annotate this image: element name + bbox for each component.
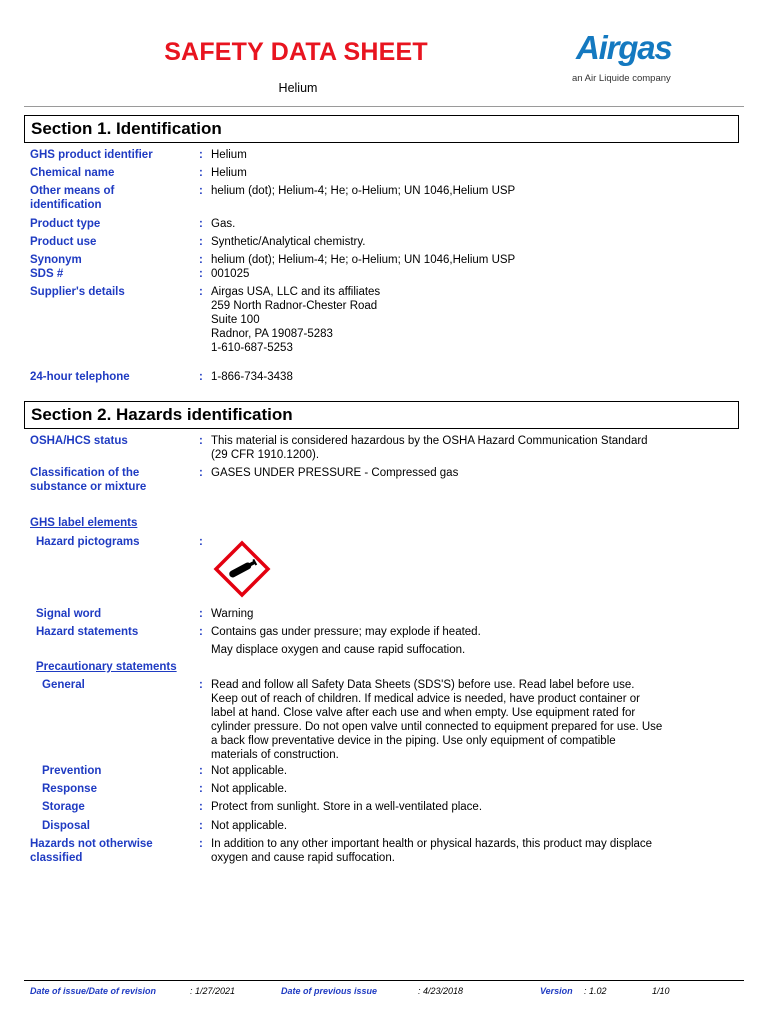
supplier-line: 1-610-687-5253 <box>211 342 293 354</box>
supplier-line: Suite 100 <box>211 314 260 326</box>
label-response: Response <box>42 783 97 795</box>
label-hazard-pictograms: Hazard pictograms <box>36 536 140 548</box>
document-title: SAFETY DATA SHEET <box>164 38 428 66</box>
footer-version-value: : 1.02 <box>584 986 607 996</box>
label-suppliers-details: Supplier's details <box>30 286 125 298</box>
header-divider <box>24 106 744 107</box>
value-response: Not applicable. <box>211 783 288 795</box>
colon: : <box>199 820 203 832</box>
colon: : <box>199 286 203 298</box>
hazard-statement: Contains gas under pressure; may explode if heated. <box>211 626 481 638</box>
label-24-hour-telephone: 24-hour telephone <box>30 371 130 383</box>
colon: : <box>199 167 203 179</box>
footer-previous-label: Date of previous issue <box>281 986 378 996</box>
value-chemical-name: Helium <box>211 167 247 179</box>
value-synonym: helium (dot); Helium-4; He; o-Helium; UN 1046,Helium USP <box>211 254 516 266</box>
value-other-means: helium (dot); Helium-4; He; o-Helium; UN 1046,Helium USP <box>211 185 516 197</box>
colon: : <box>199 236 203 248</box>
label-hazard-statements: Hazard statements <box>36 626 139 638</box>
label-product-use: Product use <box>30 236 97 248</box>
label-general: General <box>42 679 85 691</box>
value-signal-word: Warning <box>211 608 254 620</box>
value-ghs-product-identifier: Helium <box>211 149 247 161</box>
ghs-label-elements-heading: GHS label elements <box>30 517 138 529</box>
colon: : <box>199 783 203 795</box>
value-general: Read and follow all Safety Data Sheets (SDS'S) before use. Read label before use. Keep out of reach of children. If medical advice is needed, have product container or label at hand. Close valve after each use and when empty. Use equipment rated for cylinder pressure. Do not open valve until connected to equipment prepared for use. Use a back flow preventative device in the piping. Use only equipment of compatible materials of construction. <box>211 679 663 761</box>
airgas-logo: Airgas <box>576 29 672 66</box>
footer-page-number: 1/10 <box>652 986 670 996</box>
colon: : <box>199 536 203 548</box>
supplier-line: Radnor, PA 19087-5283 <box>211 328 333 340</box>
colon: : <box>199 254 203 266</box>
colon: : <box>199 838 203 850</box>
value-classification: GASES UNDER PRESSURE - Compressed gas <box>211 467 459 479</box>
section-1-heading: Section 1. Identification <box>24 115 739 143</box>
colon: : <box>199 371 203 383</box>
logo-tagline: an Air Liquide company <box>572 73 671 84</box>
label-ghs-product-identifier: GHS product identifier <box>30 149 153 161</box>
hazard-statement: May displace oxygen and cause rapid suffocation. <box>211 644 466 656</box>
label-storage: Storage <box>42 801 85 813</box>
footer-issue-label: Date of issue/Date of revision <box>30 986 157 996</box>
colon: : <box>199 467 203 479</box>
value-hazards-not-otherwise-classified: In addition to any other important health or physical hazards, this product may displace oxygen and cause rapid suffocation. <box>211 838 653 864</box>
label-chemical-name: Chemical name <box>30 167 115 179</box>
colon: : <box>199 185 203 197</box>
label-other-means: Other means of identification <box>30 185 115 211</box>
colon: : <box>199 801 203 813</box>
gas-cylinder-icon <box>213 540 271 598</box>
label-signal-word: Signal word <box>36 608 102 620</box>
label-osha-hcs-status: OSHA/HCS status <box>30 435 128 447</box>
footer-divider <box>24 980 744 981</box>
colon: : <box>199 765 203 777</box>
label-disposal: Disposal <box>42 820 90 832</box>
label-hazards-not-otherwise-classified: Hazards not otherwise classified <box>30 838 153 864</box>
colon: : <box>199 268 203 280</box>
value-product-use: Synthetic/Analytical chemistry. <box>211 236 366 248</box>
supplier-line: 259 North Radnor-Chester Road <box>211 300 378 312</box>
colon: : <box>199 218 203 230</box>
value-osha-hcs-status: This material is considered hazardous by the OSHA Hazard Communication Standard (29 CFR 1910.1200). <box>211 435 648 461</box>
colon: : <box>199 149 203 161</box>
label-prevention: Prevention <box>42 765 102 777</box>
value-24-hour-telephone: 1-866-734-3438 <box>211 371 293 383</box>
colon: : <box>199 679 203 691</box>
product-name: Helium <box>278 81 318 95</box>
label-product-type: Product type <box>30 218 101 230</box>
value-product-type: Gas. <box>211 218 236 230</box>
value-storage: Protect from sunlight. Store in a well-ventilated place. <box>211 801 483 813</box>
value-prevention: Not applicable. <box>211 765 288 777</box>
supplier-line: Airgas USA, LLC and its affiliates <box>211 286 381 298</box>
colon: : <box>199 608 203 620</box>
colon: : <box>199 435 203 447</box>
label-synonym: Synonym <box>30 254 82 266</box>
value-disposal: Not applicable. <box>211 820 288 832</box>
precautionary-statements-heading: Precautionary statements <box>36 661 177 673</box>
footer-version-label: Version <box>540 986 573 996</box>
label-sds-number: SDS # <box>30 268 64 280</box>
footer-issue-value: : 1/27/2021 <box>190 986 236 996</box>
label-classification: Classification of the substance or mixture <box>30 467 147 493</box>
section-2-heading: Section 2. Hazards identification <box>24 401 739 429</box>
footer-previous-value: : 4/23/2018 <box>418 986 464 996</box>
colon: : <box>199 626 203 638</box>
value-sds-number: 001025 <box>211 268 250 280</box>
